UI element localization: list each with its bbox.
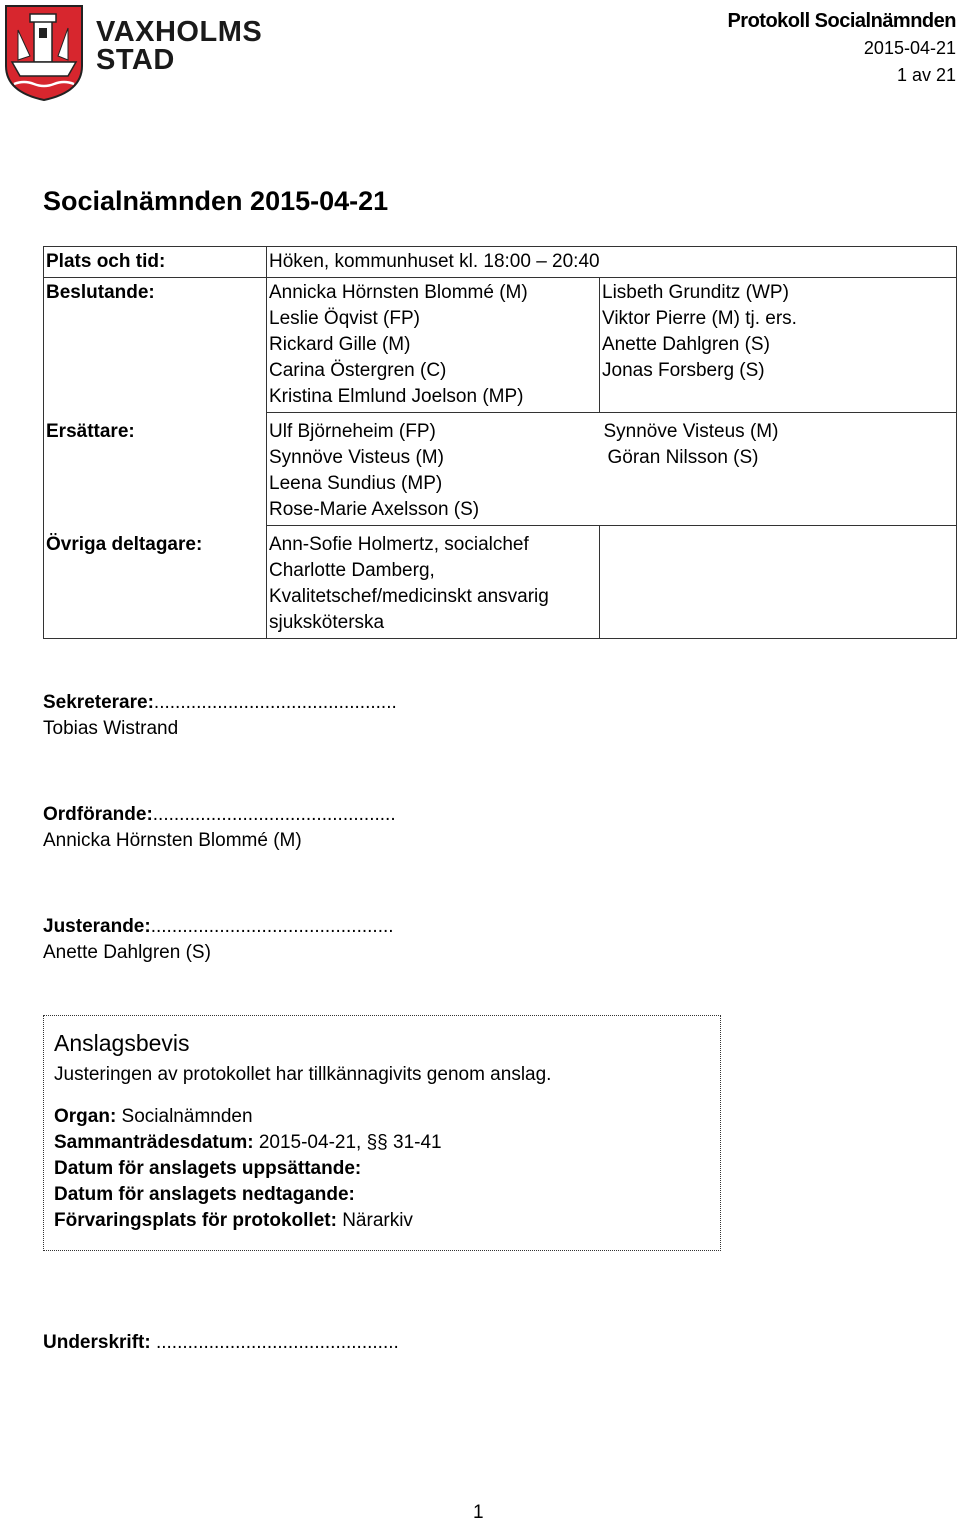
signature-label: Justerande: <box>43 916 151 937</box>
document-header <box>727 8 956 89</box>
list-item: Leena Sundius (MP) <box>269 473 443 494</box>
row-ovriga <box>44 526 957 639</box>
ersattare-col1 <box>267 413 600 526</box>
logo-line-2: STAD <box>96 44 175 76</box>
list-item: Jonas Forsberg (S) <box>602 360 765 381</box>
nedtagande-label: Datum för anslagets nedtagande: <box>54 1184 355 1205</box>
datum-row <box>54 1130 710 1156</box>
footer-page-number: 1 <box>473 1502 484 1523</box>
underskrift-line: .............................................. <box>150 1332 399 1353</box>
meeting-info-table <box>43 246 957 639</box>
signature-name: Annicka Hörnsten Blommé (M) <box>43 830 302 851</box>
list-item: Synnöve Visteus (M) <box>269 447 444 468</box>
list-item: Synnöve Visteus (M) <box>603 421 779 442</box>
row-plats <box>44 247 957 278</box>
signature-justerande <box>43 914 394 966</box>
signature-line: .............................................. <box>150 916 394 937</box>
underskrift <box>43 1332 399 1354</box>
anslagsbevis-title: Anslagsbevis <box>54 1030 190 1056</box>
beslutande-col1 <box>267 278 600 413</box>
ovriga-col2 <box>600 526 957 639</box>
signature-name: Tobias Wistrand <box>43 718 179 739</box>
row-ersattare <box>44 413 957 526</box>
uppsattande-row <box>54 1156 710 1182</box>
forvaring-value: Närarkiv <box>336 1210 413 1231</box>
signature-label: Sekreterare: <box>43 692 154 713</box>
nedtagande-row <box>54 1182 710 1208</box>
signature-ordforande <box>43 802 396 854</box>
list-item: Rose-Marie Axelsson (S) <box>269 499 480 520</box>
signature-line: .............................................. <box>152 804 396 825</box>
plats-label: Plats och tid: <box>44 247 267 278</box>
anslagsbevis-intro: Justeringen av protokollet har tillkännagivits genom anslag. <box>54 1064 552 1085</box>
document-date: 2015-04-21 <box>863 38 956 58</box>
underskrift-label: Underskrift: <box>43 1332 151 1353</box>
list-item: Kvalitetschef/medicinskt ansvarig <box>269 586 549 607</box>
uppsattande-label: Datum för anslagets uppsättande: <box>54 1158 362 1179</box>
list-item: Lisbeth Grunditz (WP) <box>602 282 789 303</box>
organ-row <box>54 1104 710 1130</box>
list-item: Charlotte Damberg, <box>269 560 435 581</box>
list-item: Leslie Öqvist (FP) <box>269 308 420 329</box>
datum-label: Sammanträdesdatum: <box>54 1132 254 1153</box>
signature-sekreterare <box>43 690 397 742</box>
ovriga-col1 <box>267 526 600 639</box>
plats-value: Höken, kommunhuset kl. 18:00 – 20:40 <box>267 247 957 278</box>
list-item: Anette Dahlgren (S) <box>602 334 770 355</box>
signature-name: Anette Dahlgren (S) <box>43 942 211 963</box>
list-item: sjuksköterska <box>269 612 385 633</box>
forvaring-label: Förvaringsplats för protokollet: <box>54 1210 337 1231</box>
logo-line-1: VAXHOLMS <box>96 16 263 48</box>
page-indicator: 1 av 21 <box>896 65 956 85</box>
ersattare-label: Ersättare: <box>44 413 267 526</box>
forvaring-row <box>54 1208 710 1234</box>
ersattare-col2 <box>600 413 957 526</box>
list-item: Carina Östergren (C) <box>269 360 447 381</box>
list-item: Rickard Gille (M) <box>269 334 411 355</box>
list-item: Ulf Björneheim (FP) <box>269 421 436 442</box>
signature-label: Ordförande: <box>43 804 153 825</box>
signature-line: .............................................. <box>153 692 397 713</box>
logo-wordmark <box>96 18 262 74</box>
list-item: Viktor Pierre (M) tj. ers. <box>602 308 797 329</box>
vaxholm-logo <box>4 4 264 102</box>
coat-of-arms-icon <box>4 4 84 102</box>
anslagsbevis-box <box>43 1015 721 1251</box>
list-item: Göran Nilsson (S) <box>607 447 759 468</box>
organ-value: Socialnämnden <box>116 1106 253 1127</box>
ovriga-label: Övriga deltagare: <box>44 526 267 639</box>
document-title: Protokoll Socialnämnden <box>727 10 956 32</box>
beslutande-col2 <box>600 278 957 413</box>
organ-label: Organ: <box>54 1106 117 1127</box>
row-beslutande <box>44 278 957 413</box>
list-item: Annicka Hörnsten Blommé (M) <box>269 282 528 303</box>
page-title: Socialnämnden 2015-04-21 <box>43 186 389 216</box>
datum-value: 2015-04-21, §§ 31-41 <box>253 1132 442 1153</box>
beslutande-label: Beslutande: <box>44 278 267 413</box>
list-item: Ann-Sofie Holmertz, socialchef <box>269 534 529 555</box>
list-item: Kristina Elmlund Joelson (MP) <box>269 386 524 407</box>
